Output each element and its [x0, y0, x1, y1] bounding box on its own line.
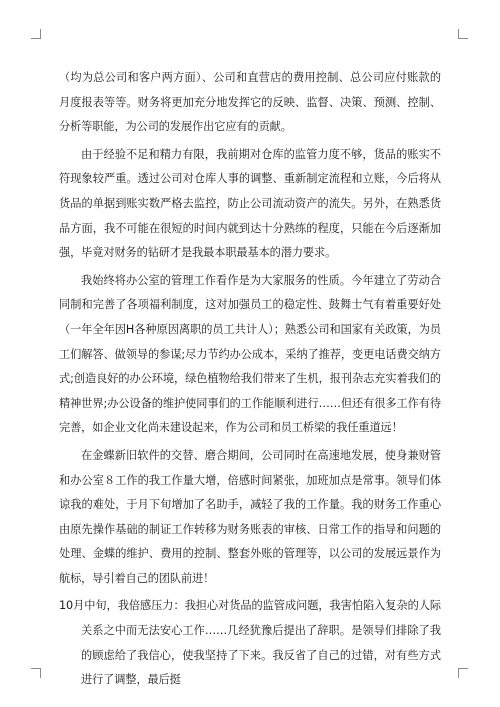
paragraph-3: 我始终将办公室的管理工作看作是为大家服务的性质。今年建立了劳动合同制和完善了各项福利制度，这对加强员工的稳定性、鼓舞士气有着重要好处（一年全年因H各种原因离职的员工共计人）；熟悉公司和国家有关政策，为员工们解答、做领导的参谋;尽力节约办公成本，采纳了推荐，变更电话费交纳方式;创造良好的办公环境，绿色植物给我们带来了生机，报刊杂志充实着我们的精神世界;办公设备的维护使同事们的工作能顺利进行……但还有很多工作有待完善，如企业文化尚未建设起来，作为公司和员工桥梁的我任重道远！ — [59, 273, 441, 435]
document-body — [59, 66, 441, 696]
paragraph-1: （均为总公司和客户两方面）、公司和直营店的费用控制、总公司应付账款的月度报表等等。财务将更加充分地发挥它的反映、监督、决策、预测、控制、分析等职能，为公司的发展作出它应有的贡献。 — [59, 71, 441, 134]
crop-mark-bottom-left — [31, 668, 41, 678]
crop-mark-top-left — [31, 29, 41, 39]
crop-mark-top-right — [458, 29, 468, 39]
crop-mark-bottom-right — [458, 668, 468, 678]
paragraph-2: 由于经验不足和精力有限，我前期对仓库的监管力度不够，货品的账实不符现象较严重。透过公司对仓库人事的调整、重新制定流程和立账，今后将从货品的单据到账实数严格去监控，防止公司流动资产的流失。另外，在熟悉货品方面，我不可能在很短的时间内就到达十分熟练的程度，只能在今后逐渐加强，毕竟对财务的钻研才是我最本职最基本的潜力要求。 — [59, 147, 441, 260]
paragraph-4: 在金蝶新旧软件的交替、磨合期间，公司同时在高速地发展，使身兼财管和办公室８工作的我工作量大增，倍感时间紧张，加班加点是常事。领导们体谅我的难处，于月下旬增加了名助手，减轻了我的工作量。我的财务工作重心由原先操作基础的制证工作转移为财务账表的审核、日常工作的指导和问题的处理、金蝶的维护、费用的控制、整套外账的管理等，以公司的发展远景作为航标，导引着自己的团队前进！ — [59, 448, 441, 585]
paragraph-5: 10月中旬，我倍感压力：我担心对货品的监管成问题，我害怕陷入复杂的人际关系之中而无法安心工作……几经犹豫后提出了辞职。是领导们排除了我的顾虑给了我信心，使我坚持了下来。我反省了自己的过错，对有些方式进行了调整，最后挺 — [59, 599, 441, 687]
